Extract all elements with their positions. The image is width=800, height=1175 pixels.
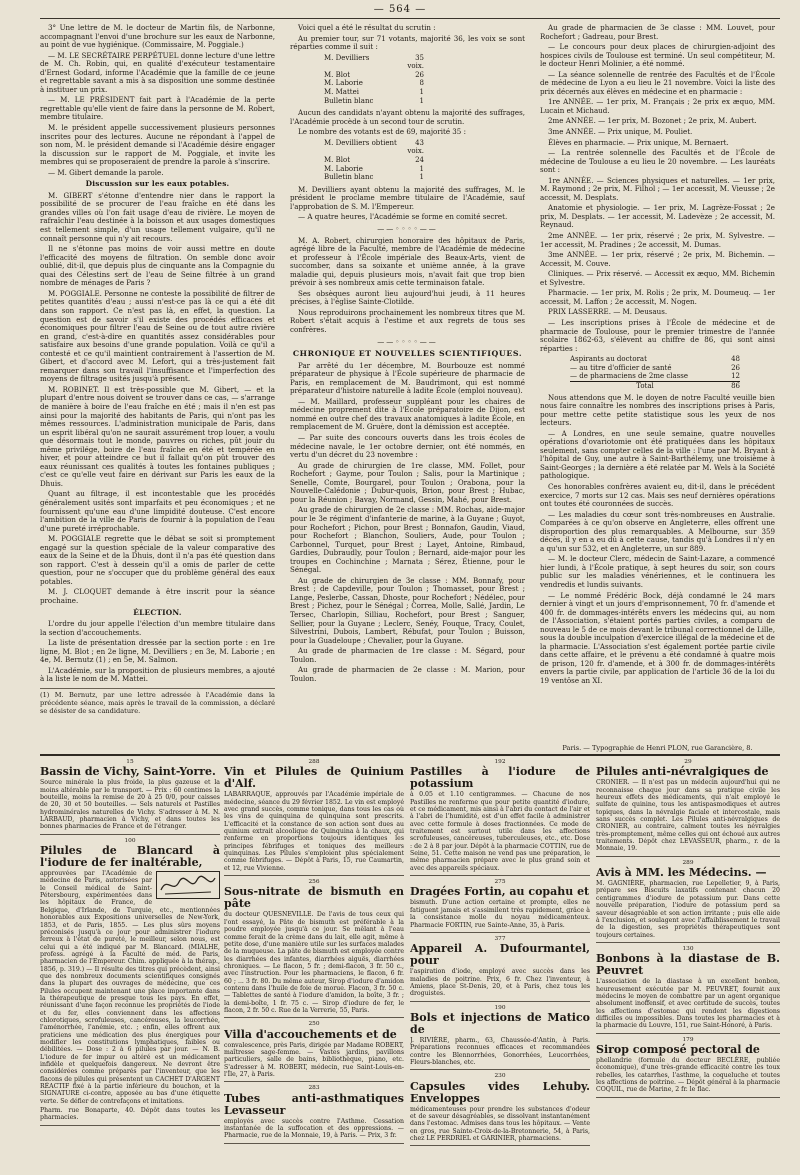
vote-row [324,79,424,88]
paragraph: — Par suite des concours ouverts dans les trois écoles de médecine navale, le 1er octobre dernier, ont été nommés, en vertu d'un décret du 23 novembre : [290,433,525,460]
ad-number: 250 [308,1021,320,1028]
paragraph: Au premier tour, sur 71 votants, majorité 36, les voix se sont réparties comme il suit : [290,33,525,52]
ornament-divider: ——◦◦◦◦—— [377,337,438,346]
paragraph: 3° Une lettre de M. le docteur de Martin fils, de Narbonne, accompagnant l'envoi d'une brochure sur les eaux de Narbonne, au point de vue hygiénique. (Commissaire, M. Poggiale.) [40,24,275,50]
section-heading: CHRONIQUE ET NOUVELLES SCIENTIFIQUES. [292,349,523,359]
ad-title: Appareil A. Dufourmantel, pour [410,942,590,968]
ad-title: Bonbons à la diastase de B. Peuvret [596,952,780,978]
advertisement [224,758,404,876]
ad-body: l'aspiration d'iode, employé avec succès dans les maladies de poitrine. Prix, 6 fr. Chez l'inventeur, à Amiens, place St-Denis, 20, et à Paris, chez tous les droguistes. [410,968,590,998]
paragraph: Quant au filtrage, il est incontestable que les procédés généralement usités sont imparfaits et peu économiques ; et ne fournissent qu'une eau d'une limpidité douteuse. C'est encore l'ambition de la ville de Paris de fournir à la population de l'eau d'une pureté irréprochable. [40,489,275,533]
paragraph: M. le président appelle successivement plusieurs personnes inscrites pour des lectures. Aucune ne répondant à l'appel de son nom, M. le président demande si l'Académie désire engager la discussion sur le rapport de M. Poggiale, et invite les membres qui se proposeraient de prendre la parole à s'inscrire. [40,123,275,167]
vote-row [324,97,424,106]
advertisement [596,758,780,857]
advertisement [224,1084,404,1143]
inscriptions-table [570,355,775,390]
footnote: (1) M. Bernutz, par une lettre adressée à l'Académie dans la précédente séance, mais après le travail de la commission, a déclaré se désister de sa candidature. [40,688,275,715]
ad-body: employés avec succès contre l'Asthme. Cessation instantanée de la suffocation et des oppressions. — Pharmacie, rue de la Monnaie, 19, à Paris. — Prix, 3 fr. [224,1117,404,1140]
paragraph: — Les inscriptions prises à l'École de médecine et de pharmacie de Toulouse, pour le premier trimestre de l'année scolaire 1862-63, s'élèvent au chiffre de 86, qui sont ainsi réparties : [540,317,775,353]
paragraph: Au grade de chirurgien de 1re classe, MM. Follet, pour Rochefort ; Gayme, pour Toulon ; Salis, pour la Martinique ; Senelle, Comte, Bourgarel, pour Toulon ; Orabona, pour la Nouvelle-Calédonie ; Dubur-quois, Brion, pour Brest ; Hubac, pour la Réunion ; Bavay, Normand, Gessin, Mahé, pour Brest. [290,460,525,504]
ad-number: 275 [494,879,506,886]
paragraph: Cliniques. — Prix réservé. — Accessit ex æquo, MM. Bichemin et Sylvestre. [540,269,775,287]
ad-number: 190 [494,1004,506,1011]
inscription-total-row [570,382,740,391]
ad-number: 100 [124,837,136,844]
vote-table-first-round [324,54,525,106]
inscription-row [570,364,740,373]
paragraph: Aucun des candidats n'ayant obtenu la majorité des suffrages, l'Académie procède à un second tour de scrutin. [290,108,525,126]
vote-name: M. Laborie [324,164,363,173]
vote-name: M. Devilliers obtient [324,138,397,147]
inscription-row [570,355,740,364]
ad-footer: Pharm. rue Bonaparte, 40. Dépôt dans toutes les pharmacies. [40,1107,220,1122]
ad-number: 377 [494,935,506,942]
printer-imprint: Paris. — Typographie de Henri PLON, rue Garancière, 8. [562,744,753,752]
vote-count: 35 voix. [407,53,424,71]
advertisements-rule [40,754,780,756]
page-number: — 564 — [373,4,427,15]
vote-name: M. Laborie [324,79,363,88]
ad-body: bismuth. D'une action certaine et prompte, elles ne fatiguent jamais et s'assimilent très rapidement, grâce à la consistance molle du noyau médicamenteux. Pharmacie FORTIN, rue Sainte-Anne, 35, à Paris. [410,899,590,929]
advertisement [40,758,220,835]
vote-name: Bulletin blanc [324,96,374,105]
ad-title: Capsules vides Lehuby. Enveloppes [410,1079,590,1105]
paragraph: — M. Gibert demande la parole. [48,167,164,177]
ad-body: convalescence, près Paris, dirigée par Madame ROBERT, maîtresse sage-femme. — Vastes jardins, pavillons particuliers, salle de bains, bibliothèque, piano, etc. S'adresser à M. ROBERT, médecin, rue Saint-Louis-en-l'Île, 27, à Paris. [224,1041,404,1078]
vote-row [324,156,424,165]
ad-body: Source minérale la plus froide, la plus gazeuse et la moins altérable par le transport. — Prix : 60 centimes la bouteille, moins la remise de 20 à 25 0/0, pour caisses de 20, 30 et 50 bouteilles. — Sels naturels et Pastilles hydrominérales naturelles de Vichy. S'adresser à M. N. LARBAUD, pharmacien à Vichy, et dans toutes les bonnes pharmacies de France et de l'étranger. [40,779,220,831]
paragraph: Pharmacie. — 1er prix, M. Rolis ; 2e prix, M. Doumeuq. — 1er accessit, M. Laffon ; 2e accessit, M. Nogen. [540,288,775,306]
vote-row [324,139,424,156]
ad-title: Pilules de Blancard à l'iodure de fer inaltérable, [40,844,220,870]
vote-count: 1 [419,164,424,173]
ad-body: du docteur QUESNEVILLE. De l'avis de tous ceux qui l'ont essayé, la Pâte de bismuth est préférable à la poudre employée jusqu'à ce jour. Se mêlant à l'eau comme ferait de la crème dans du lait, elle agit, même à petite dose, d'une manière utile sur les surfaces malades de la muqueuse. La pâte de bismuth est employée contre les diarrhées des infantes, diarrhées aiguës, diarrhées chroniques. — Le flacon, 5 fr. ; demi-flacon, 3 fr. 50 c., avec l'instruction. Pour les pharmaciens, le flacon, 6 fr. 60 ; ... 3 fr. 80. Du même auteur, Sirop d'iodure d'amidon contenu dans l'huile de foie de morue. Flacon, 3 fr. 50 c. — Tablettes de santé à l'iodure d'amidon, la boîte, 3 fr. ; la demi-boîte, 1 fr. 75 c. — Sirop d'iodure de fer, le flacon, 2 fr. 50 c. Rue de la Verrerie, 55, Paris. [224,911,404,1014]
advertisement [596,1036,780,1098]
ad-column-4 [596,758,780,1170]
paragraph: PRIX LASSERRE. — M. Deusaus. [548,307,668,317]
paragraph: L'ordre du jour appelle l'élection d'un membre titulaire dans la section d'accouchements. [40,619,275,637]
paragraph: Il ne s'étonne pas moins de voir aussi mettre en doute l'efficacité des moyens de filtration. On semble donc avoir oublié, dit-il, que depuis plus de cinquante ans la Compagnie du quai des Célestins sert de l'eau de Seine filtrée à un grand nombre de ménages de Paris ? [40,244,275,288]
ad-body: M. GAGNIÈRE, pharmacien, rue Lepelletier, 9, à Paris, prépare ses Biscuits laxatifs contenant chacun 20 centigrammes d'iodure de potassium pur. Dans cette nouvelle préparation, l'iodure de potassium perd sa saveur désagréable et son action irritante ; puis elle aide à l'exclusion, et soulagent avec l'affaiblissement le travail de la digestion, ses propriétés thérapeutiques sont toujours certaines. [596,880,780,939]
paragraph: — M. Maillard, professeur suppléant pour les chaires de médecine proprement dite à l'École préparatoire de Dijon, est nommé en outre chef des travaux anatomiques à ladite École, en remplacement de M. Gruère, dont la démission est acceptée. [290,396,525,432]
paragraph: La liste de présentation dressée par la section porte : en 1re ligne, M. Blot ; en 2e ligne, M. Devilliers ; en 3e, M. Laborie ; en 4e, M. Bernutz (1) ; en 5e, M. Salmon. [40,638,275,665]
paragraph: Au grade de pharmacien de 2e classe : M. Marion, pour Toulon. [290,665,525,683]
paragraph: M. POGGIALE regrette que le débat se soit si promptement engagé sur la question spéciale de la valeur comparative des eaux de la Seine et de la Dhuis, dont il n'a pas été question dans son rapport. C'est à dessein qu'il a omis de parler de cette question, pour ne s'occuper que du problème général des eaux potables. [40,534,275,586]
vote-row [324,88,424,97]
ad-number: 289 [682,859,694,866]
ad-body: L'association de la diastase à un excellent bonbon, heureusement exécutée par M. PEUVRET, fournit aux médecins le moyen de combattre par un agent organique absolument inoffensif, et avec certitude de succès, toutes les affections d'estomac qui rendent les digestions difficiles ou impossibles. Dans toutes les pharmacies et à la pharmacie du Louvre, 151, rue Saint-Honoré, à Paris. [596,978,780,1030]
vote-name: Bulletin blanc [324,173,374,182]
vote-row [324,173,424,182]
paragraph: — A Londres, en une seule semaine, quatre nouvelles opérations d'ovariotomie ont été pratiquées dans les hôpitaux seulement, sans compter celles de la ville : l'une par M. Bryant à l'hôpital de Guy, une autre à Saint-Barthélemy, une troisième à Saint-Georges ; la dernière a été relatée par M. Wels à la Société pathologique. [540,428,775,481]
paragraph: — Les maladies du cœur sont très-nombreuses en Australie. Comparées à ce qu'on observe en Angleterre, elles offrent une disproportion des plus remarquables. A Melbourne, sur 359 décès, il y en a eu dû à cette cause, tandis qu'à Londres il n'y en a qu'un sur 532, et en Angleterre, un sur 889. [540,509,775,553]
ad-body: à 0.05 et 1.10 centigrammes. — Chacune de nos Pastilles ne renferme que pour petite quantité d'iodure, et ce médicament, mis ainsi à l'abri du contact de l'air et à l'abri de l'humidité, est d'un effet facile à administrer avec cette formule à doses fractionnées. Ce mode de traitement est surtout utile dans les affections scrofuleuses, cancéreuses, tuberculeuses, etc., etc. Dose : de 2 à 8 par jour. Dépôt à la pharmacie COTTIN, rue de Seine, 51. Cette maison ne vend pas une préparation, le même pharmacien prépare avec le plus grand soin et avec des appareils spéciaux. [410,791,590,872]
ad-number: 283 [308,1085,320,1092]
vote-table-second-round [324,139,525,182]
paragraph: M. POGGIALE. Personne ne conteste la possibilité de filtrer de petites quantités d'eau ; aussi n'est-ce pas là ce qui a été dit dans son rapport. Ce n'est pas là, en effet, la question. La question est de savoir s'il existe des procédés efficaces et économiques pour filtrer l'eau de Seine ou de tout autre rivière en grand, c'est-à-dire en quantités assez considérables pour satisfaire aux besoins d'une grande population. Voilà ce qu'il a contesté et ce qu'il maintient contrairement à l'assertion de M. Gibert, et d'accord avec M. Lefort, qui a très-justement fait remarquer dans son travail l'insuffisance et l'imperfection des moyens de filtrage usités jusqu'à présent. [40,288,275,384]
inscription-value: 12 [720,372,740,382]
paragraph: Nous reproduirons prochainement les nombreux titres que M. Robert s'était acquis à l'estime et aux regrets de tous ses confrères. [290,307,525,335]
ad-number: 192 [494,759,506,765]
paragraph: 1re ANNÉE. — Sciences physiques et naturelles. — 1er prix, M. Raymond ; 2e prix, M. Filhol ; — 1er accessit, M. Vieusse ; 2e accessit, M. Desplats. [540,175,775,202]
paragraph: Au grade de chirurgien de 2e classe : MM. Rochas, aide-major pour le 3e régiment d'infanterie de marine, à la Guyane ; Guyot, pour Rochefort ; Pichon, pour Brest ; Bonnafon, Gaudin, Viaud, pour Rochefort ; Blanchon, Souliers, Aude, pour Toulon ; Carbonnel, Turquet, pour Brest ; Layet, Antoine, Rimbaud, Gardies, Dubraudly, pour Toulon ; Bernard, aide-major pour les troupes en Cochinchine ; Marnata ; Sérez, Étienne, pour le Sénégal. [290,505,525,575]
header-rule [40,18,780,19]
paragraph: M. Devilliers ayant obtenu la majorité des suffrages, M. le président le proclame membre titulaire de l'Académie, sauf l'approbation de S. M. l'Empereur. [290,184,525,211]
ad-title: Avis à MM. les Médecins. — [596,866,767,880]
paragraph: M. GIBERT s'étonne d'entendre nier dans le rapport la possibilité de se procurer de l'eau fraîche en été dans les grandes villes où l'on fait usage d'eau de rivière. Le moyen de rafraîchir l'eau destinée à la boisson et aux usages domestiques est tellement simple, d'un usage tellement vulgaire, qu'il ne connaît personne qui n'y ait recours. [40,190,275,243]
paragraph: 2me ANNÉE. — 1er prix, réservé ; 2e prix, M. Sylvestre. — 1er accessit, M. Pradines ; 2e accessit, M. Dumas. [540,231,775,249]
inscription-total-label: Total [636,381,654,390]
ad-number: 130 [682,945,694,952]
paragraph: — M. LE PRÉSIDENT fait part à l'Académie de la perte regrettable qu'elle vient de faire dans la personne de M. Robert, membre titulaire. [40,95,275,122]
ad-body: J. RIVIÈRE, pharm., 63, Chaussée-d'Antin, à Paris. Préparations reconnues efficaces et recommandées contre les Blennorrhées, Gonorrhées, Leucorrhées, Fleurs-blanches, etc. [410,1036,590,1066]
ad-title: Sous-nitrate de bismuth en pâte [224,885,404,911]
advertisement [410,878,590,933]
text-column-1 [40,24,275,744]
inscription-label: — de pharmaciens de 2me classe [570,372,720,382]
paragraph: Le nombre des votants est de 69, majorité 35 : [298,127,466,137]
paragraph: Par arrêté du 1er décembre, M. Bourbouze est nommé préparateur de physique à l'École supérieure de pharmacie de Paris, en remplacement de M. Baudrimont, qui est nommé préparateur d'histoire naturelle à ladite École (emploi nouveau). [290,360,525,396]
vote-name: M. Blot [324,156,351,165]
vote-count: 26 [415,70,424,79]
paragraph: Anatomie et physiologie. — 1er prix, M. Lagrèze-Fossat ; 2e prix, M. Desplats. — 1er accessit, M. Ladevèze ; 2e accessit, M. Reynaud. [540,203,775,230]
ad-title: Tubes anti-asthmatiques Levasseur [224,1091,404,1117]
inscription-label: — au titre d'officier de santé [570,363,672,372]
signature-stamp [156,871,220,899]
ad-title: Sirop composé pectoral de [596,1042,760,1056]
vote-count: 1 [419,173,424,182]
advertisement [410,1004,590,1071]
paragraph: M. J. CLOQUET demande à être inscrit pour la séance prochaine. [40,587,275,605]
vote-count: 1 [419,96,424,105]
paragraph: Ses obsèques auront lieu aujourd'hui jeudi, à 11 heures précises, à l'église Sainte-Clotilde. [290,288,525,307]
paragraph: 3me ANNÉE. — 1er prix, réservé ; 2e prix, M. Bichemin. — Accessit, M. Couve. [540,250,775,268]
ad-body: approuvées par l'Académie de médecine de Paris, autorisées par le Conseil médical de Saint-Pétersbourg, expérimentées dans les hôpitaux de France, de Belgique, d'Irlande, de Turquie, etc., mentionnées honorables aux Expositions universelles de New-York, 1853, et de Paris, 1855. — Les plus sûrs moyens préconisés jusqu'à ce jour pour administrer l'iodure ferreux à l'état de pureté, le meilleur, selon nous, est celui qui a été indiqué par M. Blancard. (MIALHE, profess. agrégé à la Faculté de méd. de Paris, pharmacien de l'Empereur. Chim. appliquée à la thérap., 1856, p. 319.) — Il résulte des titres qui précèdent, ainsi que des nombreux documents scientifiques consignés dans la plupart des ouvrages de médecine, que ces Pilules occupent maintenant une place importante dans la thérapeutique de presque tous les pays. En effet, réunissant d'une façon reconnue les propriétés de l'iode et du fer, elles conviennent dans les affections chlorotiques, scrofuleuses, cancéreuses, la leucorrhée, l'aménorrhée, l'anémie, etc. ; enfin, elles offrent aux praticiens une médication des plus énergiques pour modifier les constitutions lymphatiques, faibles ou débilitées. — Dose : 2 à 6 pilules par jour. — N. B. L'iodure de fer impur ou altéré est un médicament infidèle et quelquefois dangereux. Ne devront être considérées comme préparés par l'inventeur, que les flacons de pilules qui présentent un CACHET D'ARGENT RÉACTIF fixé à la partie inférieure du bouchon, et la SIGNATURE ci-contre, apposée au bas d'une étiquette verte. Se défier de contrefaçons et imitations. [40,870,220,1105]
paragraph: Au grade de pharmacien de 1re classe : M. Ségard, pour Toulon. [290,646,525,664]
paragraph: — La rentrée solennelle des Facultés et de l'École de médecine de Toulouse a eu lieu le 20 novembre. — Les lauréats sont : [540,148,775,175]
ad-title: Dragées Fortin, au copahu et [410,885,590,899]
paragraph: Au grade de chirurgien de 3e classe : MM. Bonnafy, pour Brest ; de Capdeville, pour Toulon ; Thomasset, pour Brest ; Lange, Peslerbe, Cassan, Dhoste, pour Rochefort ; Nédélec, pour Brest ; Pichez, pour le Sénégal ; Correa, Molle, Sallé, Jardin, Le Tersec, Charlopin, Silliau, Rochefort, pour Brest ; Sanguer, Sellier, pour la Guyane ; Leclerc, Senéy, Fouque, Tracy, Coulet, Silvestrini, Dubois, Lambert, Rébufat, pour Toulon ; Buisson, pour la Guadeloupe ; Chevalier, pour la Guyane. [290,575,525,645]
vote-row [324,54,424,71]
paragraph: — M. LE SECRÉTAIRE PERPÉTUEL donne lecture d'une lettre de M. Ch. Robin, qui, en qualité d'exécuteur testamentaire d'Ernest Godard, informe l'Académie que la famille de ce jeune et regrettable savant a mis à sa disposition une somme destinée à instituer un prix. [40,50,275,94]
ad-column-2 [224,758,404,1170]
advertisement [224,878,404,1018]
vote-name: M. Blot [324,70,351,79]
ad-column-1 [40,758,220,1170]
paragraph: M. ROBINET. Il est très-possible que M. Gibert, — et la plupart d'entre nous doivent se trouver dans ce cas, — s'arrange de manière à boire de l'eau fraîche en été ; mais il n'en est pas ainsi pour la majorité des habitants de Paris, qui n'ont pas les mêmes ressources. L'administration municipale de Paris, dans un esprit libéral qu'on ne saurait assurément trop louer, a voulu que désormais tout le monde, pauvres ou riches, pût jouir du même privilége, boire de l'eau fraîche en été et tempérée en hiver, et pour atteindre ce but il fallait qu'on pût trouver des eaux réunissant ces qualités à toutes les fontaines publiques ; c'est ce qu'elle veut faire en dérivant sur Paris les eaux de la Dhuis. [40,384,275,488]
ad-title: Pastilles à l'iodure de potassium [410,765,590,791]
vote-count: 1 [419,88,424,97]
paragraph: L'Académie, sur la proposition de plusieurs membres, a ajouté à la liste le nom de M. Mattei. [40,665,275,684]
paragraph: Voici quel a été le résultat du scrutin : [298,24,436,32]
inscription-label: Aspirants au doctorat [570,355,647,364]
advertisement [410,758,590,876]
ad-number: 256 [308,879,320,886]
ad-title: Vin et Pilules de Quinium d'Alf. [224,765,404,791]
ad-number: 15 [126,759,134,765]
ad-body: phellandrie (formule du docteur BECLÈRE, publiée économique), d'une très-grande efficacité contre les toux rebelles, les catarrhes, l'asthme, la coqueluche et toutes les affections de poitrine. — Dépôt général à la pharmacie COQUIL, rue de Marine, 2 fr. le flac. [596,1056,780,1094]
paragraph: — A quatre heures, l'Académie se forme en comité secret. [298,212,508,222]
ad-title: Bols et injections de Matico de [410,1010,590,1036]
paragraph: Nous attendons que M. le doyen de notre Faculté veuille bien nous faire connaître les nombres des inscriptions prises à Paris, pour mettre cette petite statistique sous les yeux de nos lecteurs. [540,392,775,428]
vote-count: 43 voix. [407,138,424,156]
section-heading: ÉLECTION. [133,607,182,617]
paragraph: — Le nommé Frédéric Bock, déjà condamné le 24 mars dernier à vingt et un jours d'emprisonnement, 70 fr. d'amende et 400 fr. de dommages-intérêts envers les médecins qui, au nom de l'Association, s'étaient portés parties civiles, a comparu de nouveau le 5 de ce mois devant le tribunal correctionnel de Lille, sous la double inculpation d'exercice illégal de la médecine et de la pharmacie. L'Association s'est également portée partie civile dans cette affaire, et le prévenu a été condamné à quatre mois de prison, 120 fr. d'amende, et à 300 fr. de dommages-intérêts envers la partie civile, par application de l'article 36 de la loi du 19 ventôse an XI. [540,590,775,686]
paragraph: 3me ANNÉE. — Prix unique, M. Pouliet. [548,127,693,137]
section-heading: Discussion sur les eaux potables. [85,179,230,189]
ad-number: 179 [682,1036,694,1043]
paragraph: 2me ANNÉE. — 1er prix, M. Bozonet ; 2e prix, M. Aubert. [548,116,757,126]
text-column-3 [540,24,775,744]
inscription-row [570,372,740,382]
paragraph: 1re ANNÉE. — 1er prix, M. Français ; 2e prix ex æquo, MM. Lucain et Michaud. [540,97,775,115]
advertisement [224,1020,404,1082]
vote-count: 24 [415,156,424,165]
paragraph: — M. le docteur Clerc, médecin de Saint-Lazare, a commencé hier lundi, à l'École pratique, à sept heures du soir, son cours public sur les maladies vénériennes, et le continuera les vendredis et lundis suivants. [540,554,775,589]
advertisement [596,945,780,1034]
ad-title: Villa d'accouchements et de [224,1027,397,1041]
paragraph: — La séance solennelle de rentrée des Facultés et de l'École de médecine de Lyon a eu lieu le 21 novembre. Voici la liste des prix décernés aux élèves en médecine et en pharmacie : [540,69,775,96]
ad-body: médicamenteuses pour prendre les substances d'odeur et de saveur désagréables, se dissolvant instantanément dans l'estomac. Admises dans tous les hôpitaux. — Vente en gros, rue Sainte-Croix-de-la-Bretonnerie, 54, à Paris, chez LE PERDRIEL et GARINIER, pharmaciens. [410,1105,590,1142]
advertisement [40,837,220,1126]
paragraph: Au grade de pharmacien de 3e classe : MM. Louvet, pour Rochefort ; Gadreau, pour Brest. [540,24,775,41]
advertisement [410,1072,590,1146]
ad-body: LABARRAQUE, approuvés par l'Académie impériale de médecine, séance du 29 février 1852. Le vin est employé avec grand succès, comme tonique, dans tous les cas où les vins de quinquina de quinquina sont prescrits. L'efficacité et la constance de son action sont dues au quinium extrait alcoolique de Quinquina à la chaux, qui renferme en proportions toujours identiques les principes fébrifuges et toniques des meilleurs quinquinas. Les Pilules s'emploient plus spécialement comme fébrifuges. — Dépôt à Paris, 15, rue Caumartin, et 12, rue Vivienne. [224,791,404,872]
ad-number: 230 [494,1073,506,1080]
ad-title: Pilules anti-névralgiques de [596,765,769,779]
inscription-total-value: 86 [731,381,740,390]
ad-number: 29 [684,759,692,765]
paragraph: — Le concours pour deux places de chirurgien-adjoint des hospices civils de Toulouse est terminé. Un seul compétiteur, M. le docteur Henri Molinier, a été nommé. [540,42,775,69]
inscription-value: 26 [731,363,740,372]
ad-number: 288 [308,759,320,765]
inscription-value: 48 [731,355,740,364]
vote-row [324,165,424,174]
advertisement [596,859,780,943]
vote-name: M. Mattei [324,88,359,97]
ad-column-3 [410,758,590,1170]
paragraph: M. A. Robert, chirurgien honoraire des hôpitaux de Paris, agrégé libre de la Faculté, membre de l'Académie de médecine et professeur à l'École impériale des Beaux-Arts, vient de succomber, dans sa soixante et unième année, à la grave maladie qui, depuis plusieurs mois, n'avait fait que trop bien prévoir à ses nombreux amis cette terminaison fatale. [290,235,525,288]
ornament-divider: ——◦◦◦◦—— [377,225,438,233]
vote-count: 8 [419,79,424,88]
paragraph: Ces honorables confrères avaient eu, dit-il, dans le précédent exercice, 7 morts sur 12 cas. Mais ses neuf dernières opérations ont toutes été couronnées de succès. [540,481,775,509]
vote-row [324,71,424,80]
paragraph: Élèves en pharmacie. — Prix unique, M. Bernaert. [548,137,729,147]
text-column-2 [290,24,525,744]
ad-title: Bassin de Vichy, Saint-Yorre. [40,765,216,779]
ad-body: CRONIER. — Il n'est pas un médecin aujourd'hui qui ne reconnaisse chaque jour dans sa pratique civile les heureux effets des médicaments, qui n'ait employé le sulfate de quinine, tous les antispasmodiques et autres topiques, dans la névralgie faciale et intercostale, mais sans succès complet. Les Pilules anti-névralgiques de CRONIER, au contraire, calment toutes les névralgies très-promptement, même celles qui ont échoué aux autres traitements. Dépôt chez LEVASSEUR, pharm., r. de la Monnaie, 19. [596,779,780,853]
advertisement [410,935,590,1002]
vote-name: M. Devilliers [324,53,370,62]
